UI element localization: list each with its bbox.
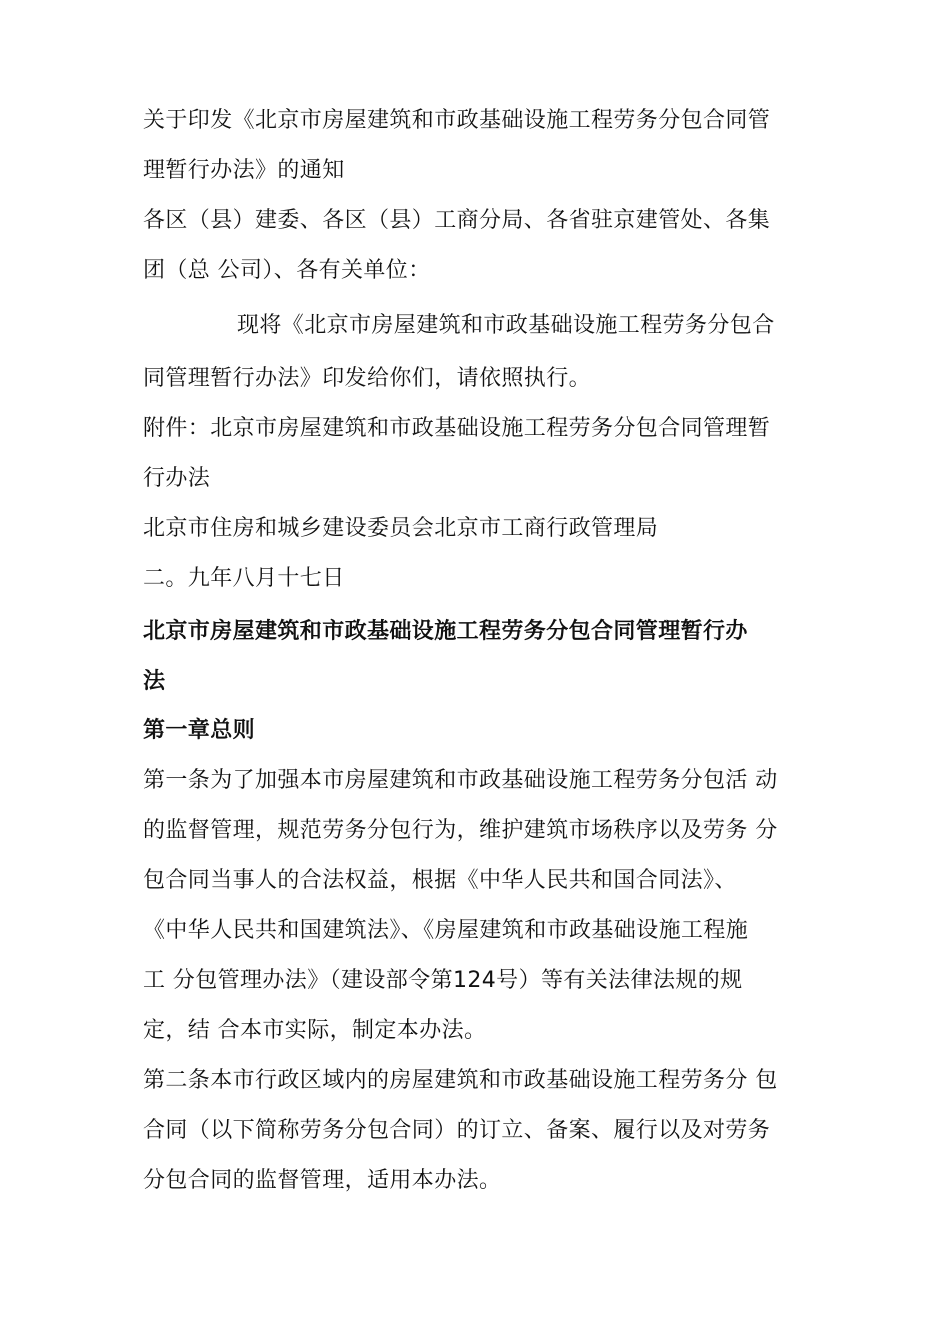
- body-paragraph-line-1: 现将《北京市房屋建筑和市政基础设施工程劳务分包合: [237, 313, 775, 338]
- article-2-line-1: 第二条本市行政区域内的房屋建筑和市政基础设施工程劳务分 包: [143, 1068, 778, 1093]
- regulation-title-line-1: 北京市房屋建筑和市政基础设施工程劳务分包合同管理暂行办: [143, 619, 748, 644]
- attachment-line-1: 附件：北京市房屋建筑和市政基础设施工程劳务分包合同管理暂: [143, 416, 771, 441]
- recipients-line-2: 团（总 公司）、各有关单位：: [143, 258, 431, 283]
- article-1-line-6: 定，结 合本市实际，制定本办法。: [143, 1018, 487, 1043]
- regulation-title-line-2: 法: [143, 669, 166, 694]
- article-1-line-2: 的监督管理，规范劳务分包行为，维护建筑市场秩序以及劳务 分: [143, 818, 778, 843]
- article-2-line-2: 合同（以下简称劳务分包合同）的订立、备案、履行以及对劳务: [143, 1118, 771, 1143]
- recipients-line-1: 各区（县）建委、各区（县）工商分局、各省驻京建管处、各集: [143, 208, 771, 233]
- notice-title-line-1: 关于印发《北京市房屋建筑和市政基础设施工程劳务分包合同管: [143, 108, 771, 133]
- article-1-line-4: 《中华人民共和国建筑法》、《房屋建筑和市政基础设施工程施: [143, 918, 749, 943]
- article-2-line-3: 分包合同的监督管理，适用本办法。: [143, 1168, 502, 1193]
- attachment-line-2: 行办法: [143, 466, 211, 491]
- notice-title-line-2: 理暂行办法》的通知: [143, 158, 345, 183]
- chapter-heading: 第一章总则: [143, 718, 256, 743]
- article-1-line-5: 工 分包管理办法》（建设部令第124号）等有关法律法规的规: [143, 968, 743, 993]
- body-paragraph-line-2: 同管理暂行办法》印发给你们，请依照执行。: [143, 366, 592, 391]
- issue-date: 二。九年八月十七日: [143, 566, 345, 591]
- article-1-line-3: 包合同当事人的合法权益，根据《中华人民共和国合同法》、: [143, 868, 737, 893]
- issuer-line: 北京市住房和城乡建设委员会北京市工商行政管理局: [143, 516, 659, 541]
- article-1-line-1: 第一条为了加强本市房屋建筑和市政基础设施工程劳务分包活 动: [143, 768, 778, 793]
